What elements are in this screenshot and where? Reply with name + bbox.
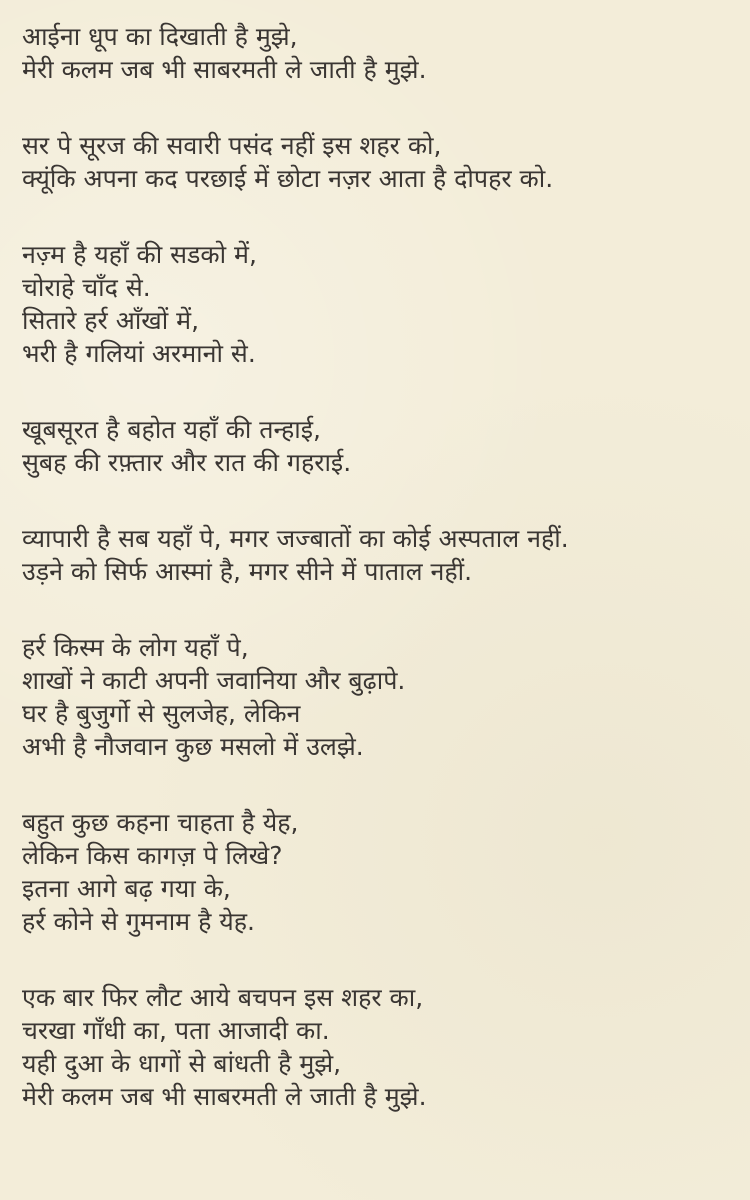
stanza-6 <box>22 631 732 763</box>
poem-line: मेरी कलम जब भी साबरमती ले जाती है मुझे. <box>22 1082 427 1111</box>
stanza-8 <box>22 981 732 1113</box>
stanza-5 <box>22 522 732 588</box>
stanza-4 <box>22 413 732 479</box>
poem-line: चरखा गाँधी का, पता आजादी का. <box>22 1016 330 1045</box>
poem-line: उड़ने को सिर्फ आस्मां है, मगर सीने में पाताल नहीं. <box>22 557 473 586</box>
poem-line: व्यापारी है सब यहाँ पे, मगर जज्बातों का कोई अस्पताल नहीं. <box>22 524 569 553</box>
poem-line: शाखों ने काटी अपनी जवानिया और बुढ़ापे. <box>22 666 406 695</box>
poem-line: हर्र किस्म के लोग यहाँ पे, <box>22 633 249 662</box>
poem-line: लेकिन किस कागज़ पे लिखे? <box>22 841 283 870</box>
poem-line: मेरी कलम जब भी साबरमती ले जाती है मुझे. <box>22 55 427 84</box>
poem-line: सर पे सूरज की सवारी पसंद नहीं इस शहर को, <box>22 131 442 160</box>
poem-line: भरी है गलियां अरमानो से. <box>22 339 256 368</box>
stanza-2 <box>22 129 732 195</box>
poem-line: हर्र कोने से गुमनाम है येह. <box>22 907 256 936</box>
poem-line: खूबसूरत है बहोत यहाँ की तन्हाई, <box>22 415 322 444</box>
poem-line: नज़्म है यहाँ की सडको में, <box>22 240 257 269</box>
poem-line: यही दुआ के धागों से बांधती है मुझे, <box>22 1049 342 1078</box>
poem-line: सितारे हर्र आँखों में, <box>22 306 200 335</box>
poem-line: सुबह की रफ़्तार और रात की गहराई. <box>22 448 352 477</box>
poem-line: आईना धूप का दिखाती है मुझे, <box>22 22 298 51</box>
poem-line: क्यूंकि अपना कद परछाई में छोटा नज़र आता है दोपहर को. <box>22 164 554 193</box>
stanza-3 <box>22 238 732 370</box>
poem-line: घर है बुजुर्गो से सुलजेह, लेकिन <box>22 699 301 728</box>
poem-line: एक बार फिर लौट आये बचपन इस शहर का, <box>22 983 424 1012</box>
poem-line: बहुत कुछ कहना चाहता है येह, <box>22 808 299 837</box>
poem-line: अभी है नौजवान कुछ मसलो में उलझे. <box>22 732 364 761</box>
poem-line: चोराहे चाँद से. <box>22 273 151 302</box>
stanza-1 <box>22 20 732 86</box>
poem-line: इतना आगे बढ़ गया के, <box>22 874 231 903</box>
stanza-7 <box>22 806 732 938</box>
